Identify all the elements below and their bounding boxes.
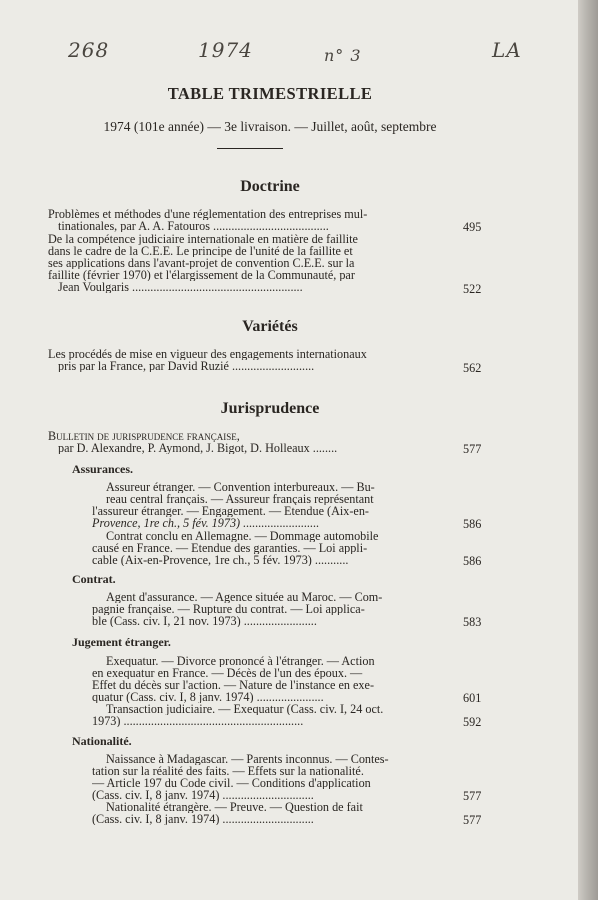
rubric-heading: Nationalité.	[72, 734, 132, 748]
toc-line: — Article 197 du Code civil. — Conditions d'application	[92, 777, 371, 789]
toc-line: l'assureur étranger. — Engagement. — Etendue (Aix-en-	[92, 505, 369, 517]
toc-line: en exequatur en France. — Décès de l'un des époux. —	[92, 667, 363, 679]
toc-line: faillite (février 1970) et l'élargissement de la Communauté, par	[48, 269, 355, 281]
toc-line: reau central français. — Assureur français représentant	[106, 493, 374, 505]
page-number: 586	[463, 554, 482, 568]
toc-line: (Cass. civ. I, 8 janv. 1974) ..............................	[92, 813, 314, 825]
toc-line: cable (Aix-en-Provence, 1re ch., 5 fév. 1973) ...........	[92, 554, 349, 566]
handwritten-note: 1974	[198, 38, 253, 62]
section-heading-doctrine: Doctrine	[240, 178, 300, 195]
page-number: 577	[463, 813, 482, 827]
page-title: TABLE TRIMESTRIELLE	[167, 84, 373, 103]
toc-line: De la compétence judiciaire internationale en matière de faillite	[48, 233, 358, 245]
page-number: 601	[463, 691, 482, 705]
section-heading-jurisprudence: Jurisprudence	[220, 400, 320, 417]
rubric-heading: Assurances.	[72, 462, 134, 476]
toc-line: ble (Cass. civ. I, 21 nov. 1973) ........................	[92, 615, 317, 627]
toc-line: par D. Alexandre, P. Aymond, J. Bigot, D. Holleaux ........	[58, 442, 338, 454]
rubric-heading: Contrat.	[72, 572, 116, 586]
divider	[217, 148, 283, 149]
toc-line: dans le cadre de la C.E.E. Le principe de l'unité de la faillite et	[48, 245, 353, 257]
toc-line: Nationalité étrangère. — Preuve. — Question de fait	[106, 801, 363, 813]
page-number: 583	[463, 615, 482, 629]
page-number: 577	[463, 789, 482, 803]
toc-line: Les procédés de mise en vigueur des engagements internationaux	[48, 348, 367, 360]
toc-line: quatur (Cass. civ. I, 8 janv. 1974) ......................	[92, 691, 324, 703]
toc-line: Bulletin de jurisprudence française,	[48, 430, 240, 442]
toc-line: tation sur la réalité des faits. — Effets sur la nationalité.	[92, 765, 364, 777]
page-number: 586	[463, 517, 482, 531]
handwritten-note: n° 3	[324, 46, 362, 65]
toc-line: Naissance à Madagascar. — Parents inconnus. — Contes-	[106, 753, 389, 765]
toc-line: Transaction judiciaire. — Exequatur (Cass. civ. I, 24 oct.	[106, 703, 384, 715]
handwritten-note: 268	[68, 38, 110, 62]
toc-line: (Cass. civ. I, 8 janv. 1974) ..............................	[92, 789, 314, 801]
toc-line: Provence, 1re ch., 5 fév. 1973) .........................	[92, 517, 320, 529]
toc-line: Jean Voulgaris ........................................................	[58, 281, 303, 293]
toc-line: pris par la France, par David Ruzié ...........................	[58, 360, 315, 372]
toc-line: pagnie française. — Rupture du contrat. — Loi applica-	[92, 603, 365, 615]
rubric-heading: Jugement étranger.	[72, 635, 171, 649]
toc-line: Problèmes et méthodes d'une réglementation des entreprises mul-	[48, 208, 368, 220]
toc-line: Assureur étranger. — Convention interbureaux. — Bu-	[106, 481, 375, 493]
toc-line: Exequatur. — Divorce prononcé à l'étranger. — Action	[106, 655, 375, 667]
page-edge	[578, 0, 598, 900]
toc-line: Agent d'assurance. — Agence située au Maroc. — Com-	[106, 591, 383, 603]
toc-line: Effet du décès sur l'action. — Nature de l'instance en exe-	[92, 679, 374, 691]
page-number: 495	[463, 220, 482, 234]
toc-line: 1973) ...........................................................	[92, 715, 304, 727]
toc-line: Contrat conclu en Allemagne. — Dommage automobile	[106, 530, 379, 542]
section-heading-varietes: Variétés	[242, 318, 298, 335]
page-subtitle: 1974 (101e année) — 3e livraison. — Juillet, août, septembre	[103, 119, 437, 134]
handwritten-note: LA	[492, 38, 522, 62]
page-number: 562	[463, 361, 482, 375]
page-number: 577	[463, 442, 482, 456]
toc-line: ses applications dans l'avant-projet de convention C.E.E. sur la	[48, 257, 355, 269]
toc-line: causé en France. — Etendue des garanties. — Loi appli-	[92, 542, 368, 554]
toc-line: tinationales, par A. A. Fatouros ......................................	[58, 220, 329, 232]
page-number: 522	[463, 282, 482, 296]
page-number: 592	[463, 715, 482, 729]
